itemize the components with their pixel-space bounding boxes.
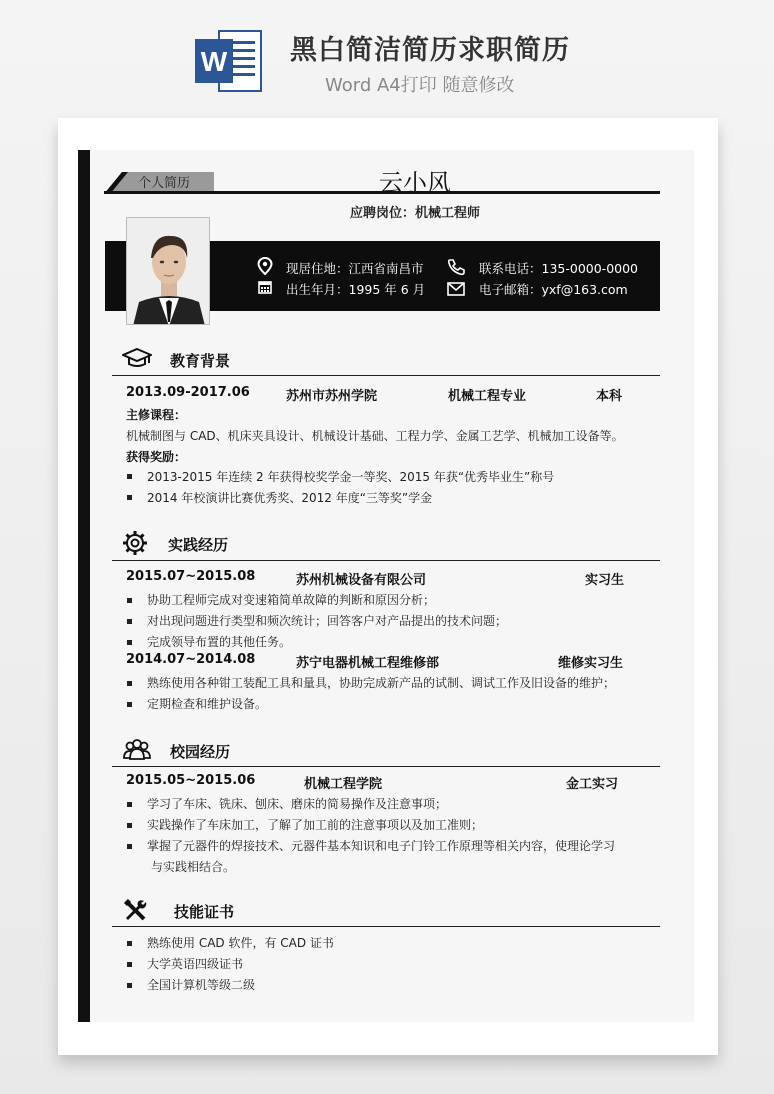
campus-role: 金工实习 (566, 777, 619, 792)
job-company: 苏宁电器机械工程维修部 (296, 656, 440, 671)
awards-label: 获得奖励： (126, 450, 187, 464)
bullet-icon (127, 802, 132, 807)
bullet-icon (127, 823, 132, 828)
campus-item-continuation: 与实践相结合。 (151, 860, 236, 874)
banner-subtitle: Word A4打印 随意修改 (325, 75, 515, 96)
education-school: 苏州市苏州学院 (286, 389, 378, 404)
location-pin-icon (257, 257, 273, 275)
bullet-icon (127, 941, 132, 946)
word-document-icon (193, 25, 265, 97)
bullet-icon (127, 702, 132, 707)
email-text: 电子邮箱：yxf@163.com (479, 282, 628, 297)
residence-text: 现居住地：江西省南昌市 (286, 261, 424, 276)
bullet-icon (127, 495, 132, 500)
job-duty: 熟练使用各种钳工装配工具和量具，协助完成新产品的试制、调试工作及旧设备的维护； (147, 676, 616, 690)
education-period: 2013.09-2017.06 (126, 385, 250, 400)
left-accent-bar (78, 150, 90, 1022)
tools-icon (122, 898, 148, 922)
education-major: 机械工程专业 (448, 389, 527, 404)
bullet-icon (127, 598, 132, 603)
bullet-icon (127, 681, 132, 686)
email-icon (447, 282, 465, 296)
job-role: 维修实习生 (558, 656, 624, 671)
bullet-icon (127, 962, 132, 967)
job-duty: 协助工程师完成对变速箱简单故障的判断和原因分析； (147, 593, 436, 607)
banner-title: 黑白简洁简历求职简历 (290, 35, 570, 66)
skills-section-title: 技能证书 (174, 903, 235, 921)
courses-label: 主修课程： (126, 408, 187, 422)
bullet-icon (127, 474, 132, 479)
education-divider (112, 375, 660, 376)
campus-section-title: 校园经历 (170, 743, 231, 761)
calendar-icon (258, 280, 272, 294)
campus-divider (112, 766, 660, 767)
bullet-icon (127, 983, 132, 988)
group-people-icon (122, 738, 152, 760)
applied-position: 应聘岗位：机械工程师 (349, 206, 480, 221)
education-degree: 本科 (596, 389, 623, 404)
phone-text: 联系电话：135-0000-0000 (479, 261, 639, 276)
award-item: 2014 年校演讲比赛优秀奖、2012 年度“三等奖”学金 (147, 491, 433, 505)
award-item: 2013-2015 年连续 2 年获得校奖学金一等奖、2015 年获“优秀毕业生”称号 (147, 470, 555, 484)
campus-org: 机械工程学院 (304, 777, 383, 792)
job-period: 2015.07~2015.08 (126, 569, 256, 584)
courses-text: 机械制图与 CAD、机床夹具设计、机械设计基础、工程力学、金属工艺学、机械加工设备等。 (126, 429, 624, 443)
portrait-illustration (127, 218, 210, 325)
practice-divider (112, 560, 660, 561)
campus-item: 学习了车床、铣床、刨床、磨床的简易操作及注意事项； (147, 797, 448, 811)
graduation-cap-icon (122, 347, 152, 369)
bullet-icon (127, 844, 132, 849)
campus-item: 掌握了元器件的焊接技术、元器件基本知识和电子门铃工作原理等相关内容，使理论学习 (147, 839, 616, 853)
campus-period: 2015.05~2015.06 (126, 773, 256, 788)
phone-icon (447, 258, 465, 276)
skill-item: 大学英语四级证书 (147, 957, 244, 971)
job-role: 实习生 (585, 573, 625, 588)
bullet-icon (127, 640, 132, 645)
candidate-name: 云小风 (379, 169, 451, 197)
practice-section-title: 实践经历 (168, 536, 229, 554)
gear-icon (122, 530, 148, 556)
skill-item: 熟练使用 CAD 软件，有 CAD 证书 (147, 936, 334, 950)
resume-tag-label: 个人简历 (138, 176, 191, 191)
skills-divider (112, 926, 660, 927)
birth-date-text: 出生年月：1995 年 6 月 (286, 282, 426, 297)
job-duty: 定期检查和维护设备。 (147, 697, 268, 711)
job-company: 苏州机械设备有限公司 (296, 573, 427, 588)
education-section-title: 教育背景 (170, 352, 231, 370)
word-icon-letter: W (200, 46, 228, 77)
job-period: 2014.07~2014.08 (126, 652, 256, 667)
bullet-icon (127, 619, 132, 624)
top-banner (0, 0, 774, 120)
skill-item: 全国计算机等级二级 (147, 978, 256, 992)
campus-item: 实践操作了车床加工，了解了加工前的注意事项以及加工准则； (147, 818, 484, 832)
job-duty: 完成领导布置的其他任务。 (147, 635, 292, 649)
job-duty: 对出现问题进行类型和频次统计；回答客户对产品提出的技术问题； (147, 614, 508, 628)
profile-photo (126, 217, 210, 325)
